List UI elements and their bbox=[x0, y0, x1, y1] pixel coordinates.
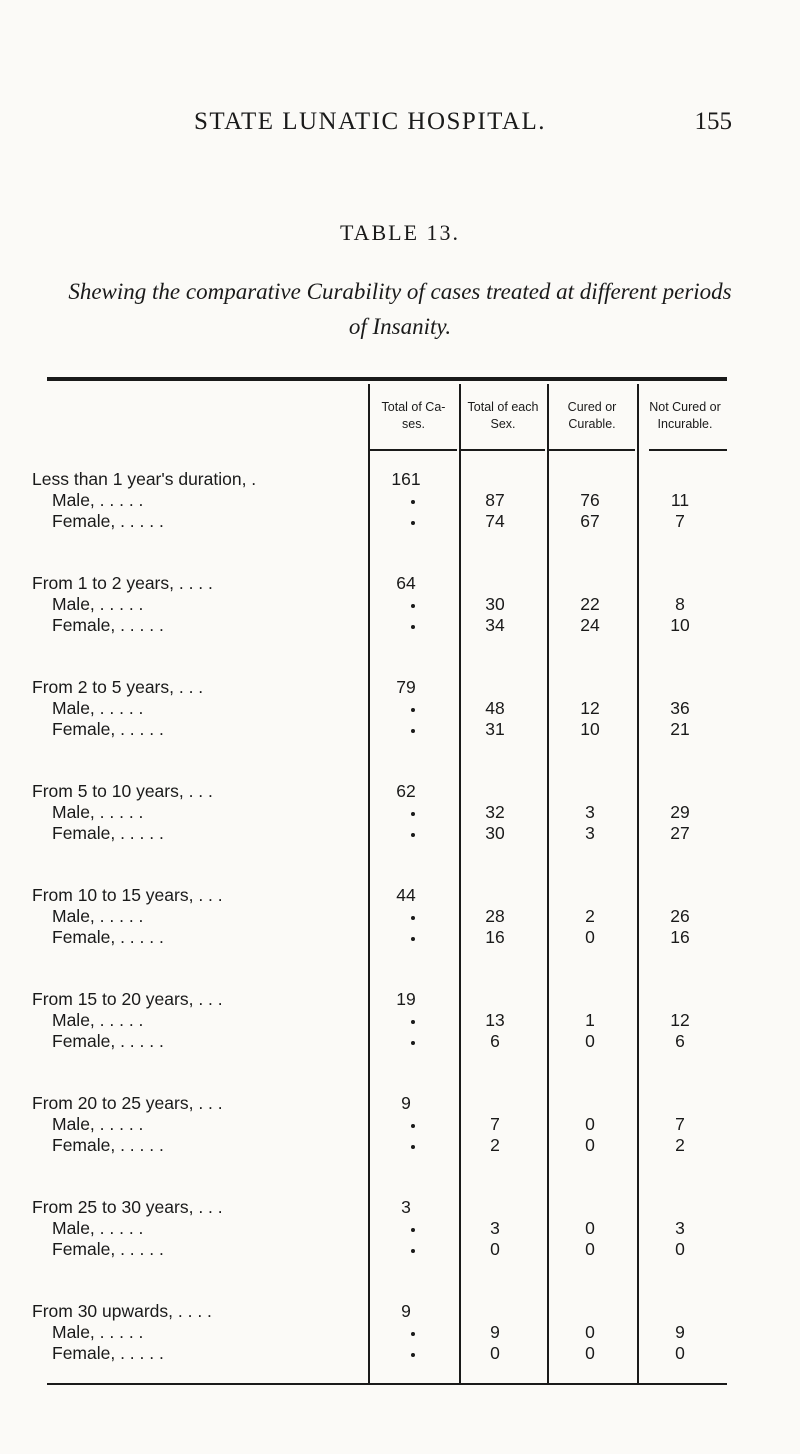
sex-label: Male, . . . . . bbox=[52, 698, 144, 718]
sex-total-value: 13 bbox=[485, 1010, 505, 1030]
total-cases-value: 161 bbox=[391, 469, 421, 489]
total-cases-value: 44 bbox=[396, 885, 416, 905]
sex-total-value: 6 bbox=[490, 1031, 500, 1051]
leader-dot bbox=[411, 1124, 415, 1128]
total-cases-value: 62 bbox=[396, 781, 416, 801]
leader-dot bbox=[411, 1332, 415, 1336]
table-sex-row bbox=[0, 1028, 800, 1054]
sex-label: Female, . . . . . bbox=[52, 927, 164, 947]
not-cured-value: 10 bbox=[670, 615, 690, 635]
sex-label: Female, . . . . . bbox=[52, 823, 164, 843]
cured-value: 0 bbox=[585, 1239, 595, 1259]
total-cases-value: 64 bbox=[396, 573, 416, 593]
cured-value: 10 bbox=[580, 719, 600, 739]
sex-label: Male, . . . . . bbox=[52, 1010, 144, 1030]
leader-dot bbox=[411, 1249, 415, 1253]
cured-value: 24 bbox=[580, 615, 600, 635]
total-cases-value: 19 bbox=[396, 989, 416, 1009]
not-cured-value: 3 bbox=[675, 1218, 685, 1238]
period-label: From 1 to 2 years, . . . . bbox=[32, 573, 213, 593]
column-header-line: Sex. bbox=[490, 417, 516, 431]
column-header-line: Cured or bbox=[567, 400, 617, 414]
not-cured-value: 0 bbox=[675, 1239, 685, 1259]
header-underline-4 bbox=[649, 449, 727, 451]
period-label: Less than 1 year's duration, . bbox=[32, 469, 257, 489]
column-header-total-cases bbox=[368, 399, 459, 433]
table-sex-row bbox=[0, 1236, 800, 1262]
sex-label: Male, . . . . . bbox=[52, 594, 144, 614]
not-cured-value: 7 bbox=[675, 511, 685, 531]
leader-dot bbox=[411, 1353, 415, 1357]
sex-total-value: 7 bbox=[490, 1114, 500, 1134]
sex-label: Male, . . . . . bbox=[52, 906, 144, 926]
sex-total-value: 48 bbox=[485, 698, 505, 718]
not-cured-value: 2 bbox=[675, 1135, 685, 1155]
period-label: From 25 to 30 years, . . . bbox=[32, 1197, 223, 1217]
column-header-line: Total of each bbox=[467, 400, 539, 414]
cured-value: 3 bbox=[585, 802, 595, 822]
period-label: From 5 to 10 years, . . . bbox=[32, 781, 213, 801]
sex-label: Female, . . . . . bbox=[52, 1135, 164, 1155]
running-title: STATE LUNATIC HOSPITAL. bbox=[193, 108, 547, 135]
not-cured-value: 7 bbox=[675, 1114, 685, 1134]
not-cured-value: 27 bbox=[670, 823, 690, 843]
table-bottom-rule bbox=[47, 1383, 727, 1385]
period-label: From 30 upwards, . . . . bbox=[32, 1301, 212, 1321]
sex-total-value: 32 bbox=[485, 802, 505, 822]
leader-dot bbox=[411, 1020, 415, 1024]
column-header-line: Total of Ca- bbox=[381, 400, 446, 414]
not-cured-value: 11 bbox=[670, 490, 690, 510]
not-cured-value: 8 bbox=[675, 594, 685, 614]
not-cured-value: 12 bbox=[670, 1010, 690, 1030]
sex-total-value: 28 bbox=[485, 906, 505, 926]
sex-total-value: 31 bbox=[485, 719, 505, 739]
leader-dot bbox=[411, 812, 415, 816]
sex-label: Male, . . . . . bbox=[52, 1322, 144, 1342]
not-cured-value: 0 bbox=[675, 1343, 685, 1363]
column-header-cured bbox=[547, 399, 637, 433]
table-sex-row bbox=[0, 508, 800, 534]
cured-value: 76 bbox=[580, 490, 600, 510]
period-label: From 10 to 15 years, . . . bbox=[32, 885, 223, 905]
leader-dot bbox=[411, 604, 415, 608]
sex-label: Female, . . . . . bbox=[52, 615, 164, 635]
column-header-not-cured bbox=[637, 399, 733, 433]
period-label: From 2 to 5 years, . . . bbox=[32, 677, 204, 697]
not-cured-value: 16 bbox=[670, 927, 690, 947]
column-header-line: ses. bbox=[402, 417, 425, 431]
leader-dot bbox=[411, 521, 415, 525]
sex-label: Female, . . . . . bbox=[52, 511, 164, 531]
header-underline-3 bbox=[549, 449, 635, 451]
leader-dot bbox=[411, 937, 415, 941]
not-cured-value: 29 bbox=[670, 802, 690, 822]
sex-total-value: 9 bbox=[490, 1322, 500, 1342]
sex-total-value: 87 bbox=[485, 490, 505, 510]
cured-value: 2 bbox=[585, 906, 595, 926]
cured-value: 1 bbox=[585, 1010, 595, 1030]
not-cured-value: 6 bbox=[675, 1031, 685, 1051]
sex-total-value: 30 bbox=[485, 594, 505, 614]
column-header-line: Curable. bbox=[568, 417, 616, 431]
sex-label: Female, . . . . . bbox=[52, 1031, 164, 1051]
not-cured-value: 9 bbox=[675, 1322, 685, 1342]
sex-label: Male, . . . . . bbox=[52, 490, 144, 510]
sex-label: Male, . . . . . bbox=[52, 802, 144, 822]
leader-dot bbox=[411, 1041, 415, 1045]
leader-dot bbox=[411, 1145, 415, 1149]
sex-total-value: 3 bbox=[490, 1218, 500, 1238]
sex-total-value: 74 bbox=[485, 511, 505, 531]
table-sex-row bbox=[0, 1132, 800, 1158]
cured-value: 67 bbox=[580, 511, 600, 531]
cured-value: 0 bbox=[585, 1031, 595, 1051]
cured-value: 3 bbox=[585, 823, 595, 843]
leader-dot bbox=[411, 916, 415, 920]
sex-label: Female, . . . . . bbox=[52, 1343, 164, 1363]
table-sex-row bbox=[0, 820, 800, 846]
sex-total-value: 0 bbox=[490, 1343, 500, 1363]
column-header-line: Incurable. bbox=[657, 417, 713, 431]
total-cases-value: 9 bbox=[401, 1093, 411, 1113]
table-top-rule bbox=[47, 377, 727, 381]
leader-dot bbox=[411, 729, 415, 733]
leader-dot bbox=[411, 708, 415, 712]
table-sex-row bbox=[0, 924, 800, 950]
cured-value: 22 bbox=[580, 594, 600, 614]
table-sex-row bbox=[0, 716, 800, 742]
cured-value: 0 bbox=[585, 1218, 595, 1238]
column-header-total-each-sex bbox=[459, 399, 547, 433]
sex-label: Female, . . . . . bbox=[52, 719, 164, 739]
table-title: TABLE 13. bbox=[339, 220, 461, 245]
header-underline-2 bbox=[461, 449, 545, 451]
sex-label: Female, . . . . . bbox=[52, 1239, 164, 1259]
leader-dot bbox=[411, 500, 415, 504]
table-caption: Shewing the comparative Curability of cases treated at different periods of Insanity. bbox=[68, 279, 732, 339]
not-cured-value: 36 bbox=[670, 698, 690, 718]
page-number: 155 bbox=[694, 108, 732, 135]
cured-value: 0 bbox=[585, 1135, 595, 1155]
running-head bbox=[0, 108, 800, 142]
cured-value: 0 bbox=[585, 1343, 595, 1363]
period-label: From 20 to 25 years, . . . bbox=[32, 1093, 223, 1113]
sex-total-value: 34 bbox=[485, 615, 505, 635]
leader-dot bbox=[411, 625, 415, 629]
not-cured-value: 26 bbox=[670, 906, 690, 926]
cured-value: 12 bbox=[580, 698, 600, 718]
total-cases-value: 79 bbox=[396, 677, 416, 697]
sex-total-value: 30 bbox=[485, 823, 505, 843]
total-cases-value: 3 bbox=[401, 1197, 411, 1217]
sex-total-value: 16 bbox=[485, 927, 505, 947]
sex-label: Male, . . . . . bbox=[52, 1218, 144, 1238]
period-label: From 15 to 20 years, . . . bbox=[32, 989, 223, 1009]
header-underline-1 bbox=[370, 449, 457, 451]
not-cured-value: 21 bbox=[670, 719, 690, 739]
cured-value: 0 bbox=[585, 1114, 595, 1134]
cured-value: 0 bbox=[585, 927, 595, 947]
table-sex-row bbox=[0, 612, 800, 638]
sex-total-value: 2 bbox=[490, 1135, 500, 1155]
leader-dot bbox=[411, 1228, 415, 1232]
total-cases-value: 9 bbox=[401, 1301, 411, 1321]
column-header-line: Not Cured or bbox=[649, 400, 721, 414]
table-sex-row bbox=[0, 1340, 800, 1366]
sex-label: Male, . . . . . bbox=[52, 1114, 144, 1134]
leader-dot bbox=[411, 833, 415, 837]
sex-total-value: 0 bbox=[490, 1239, 500, 1259]
cured-value: 0 bbox=[585, 1322, 595, 1342]
